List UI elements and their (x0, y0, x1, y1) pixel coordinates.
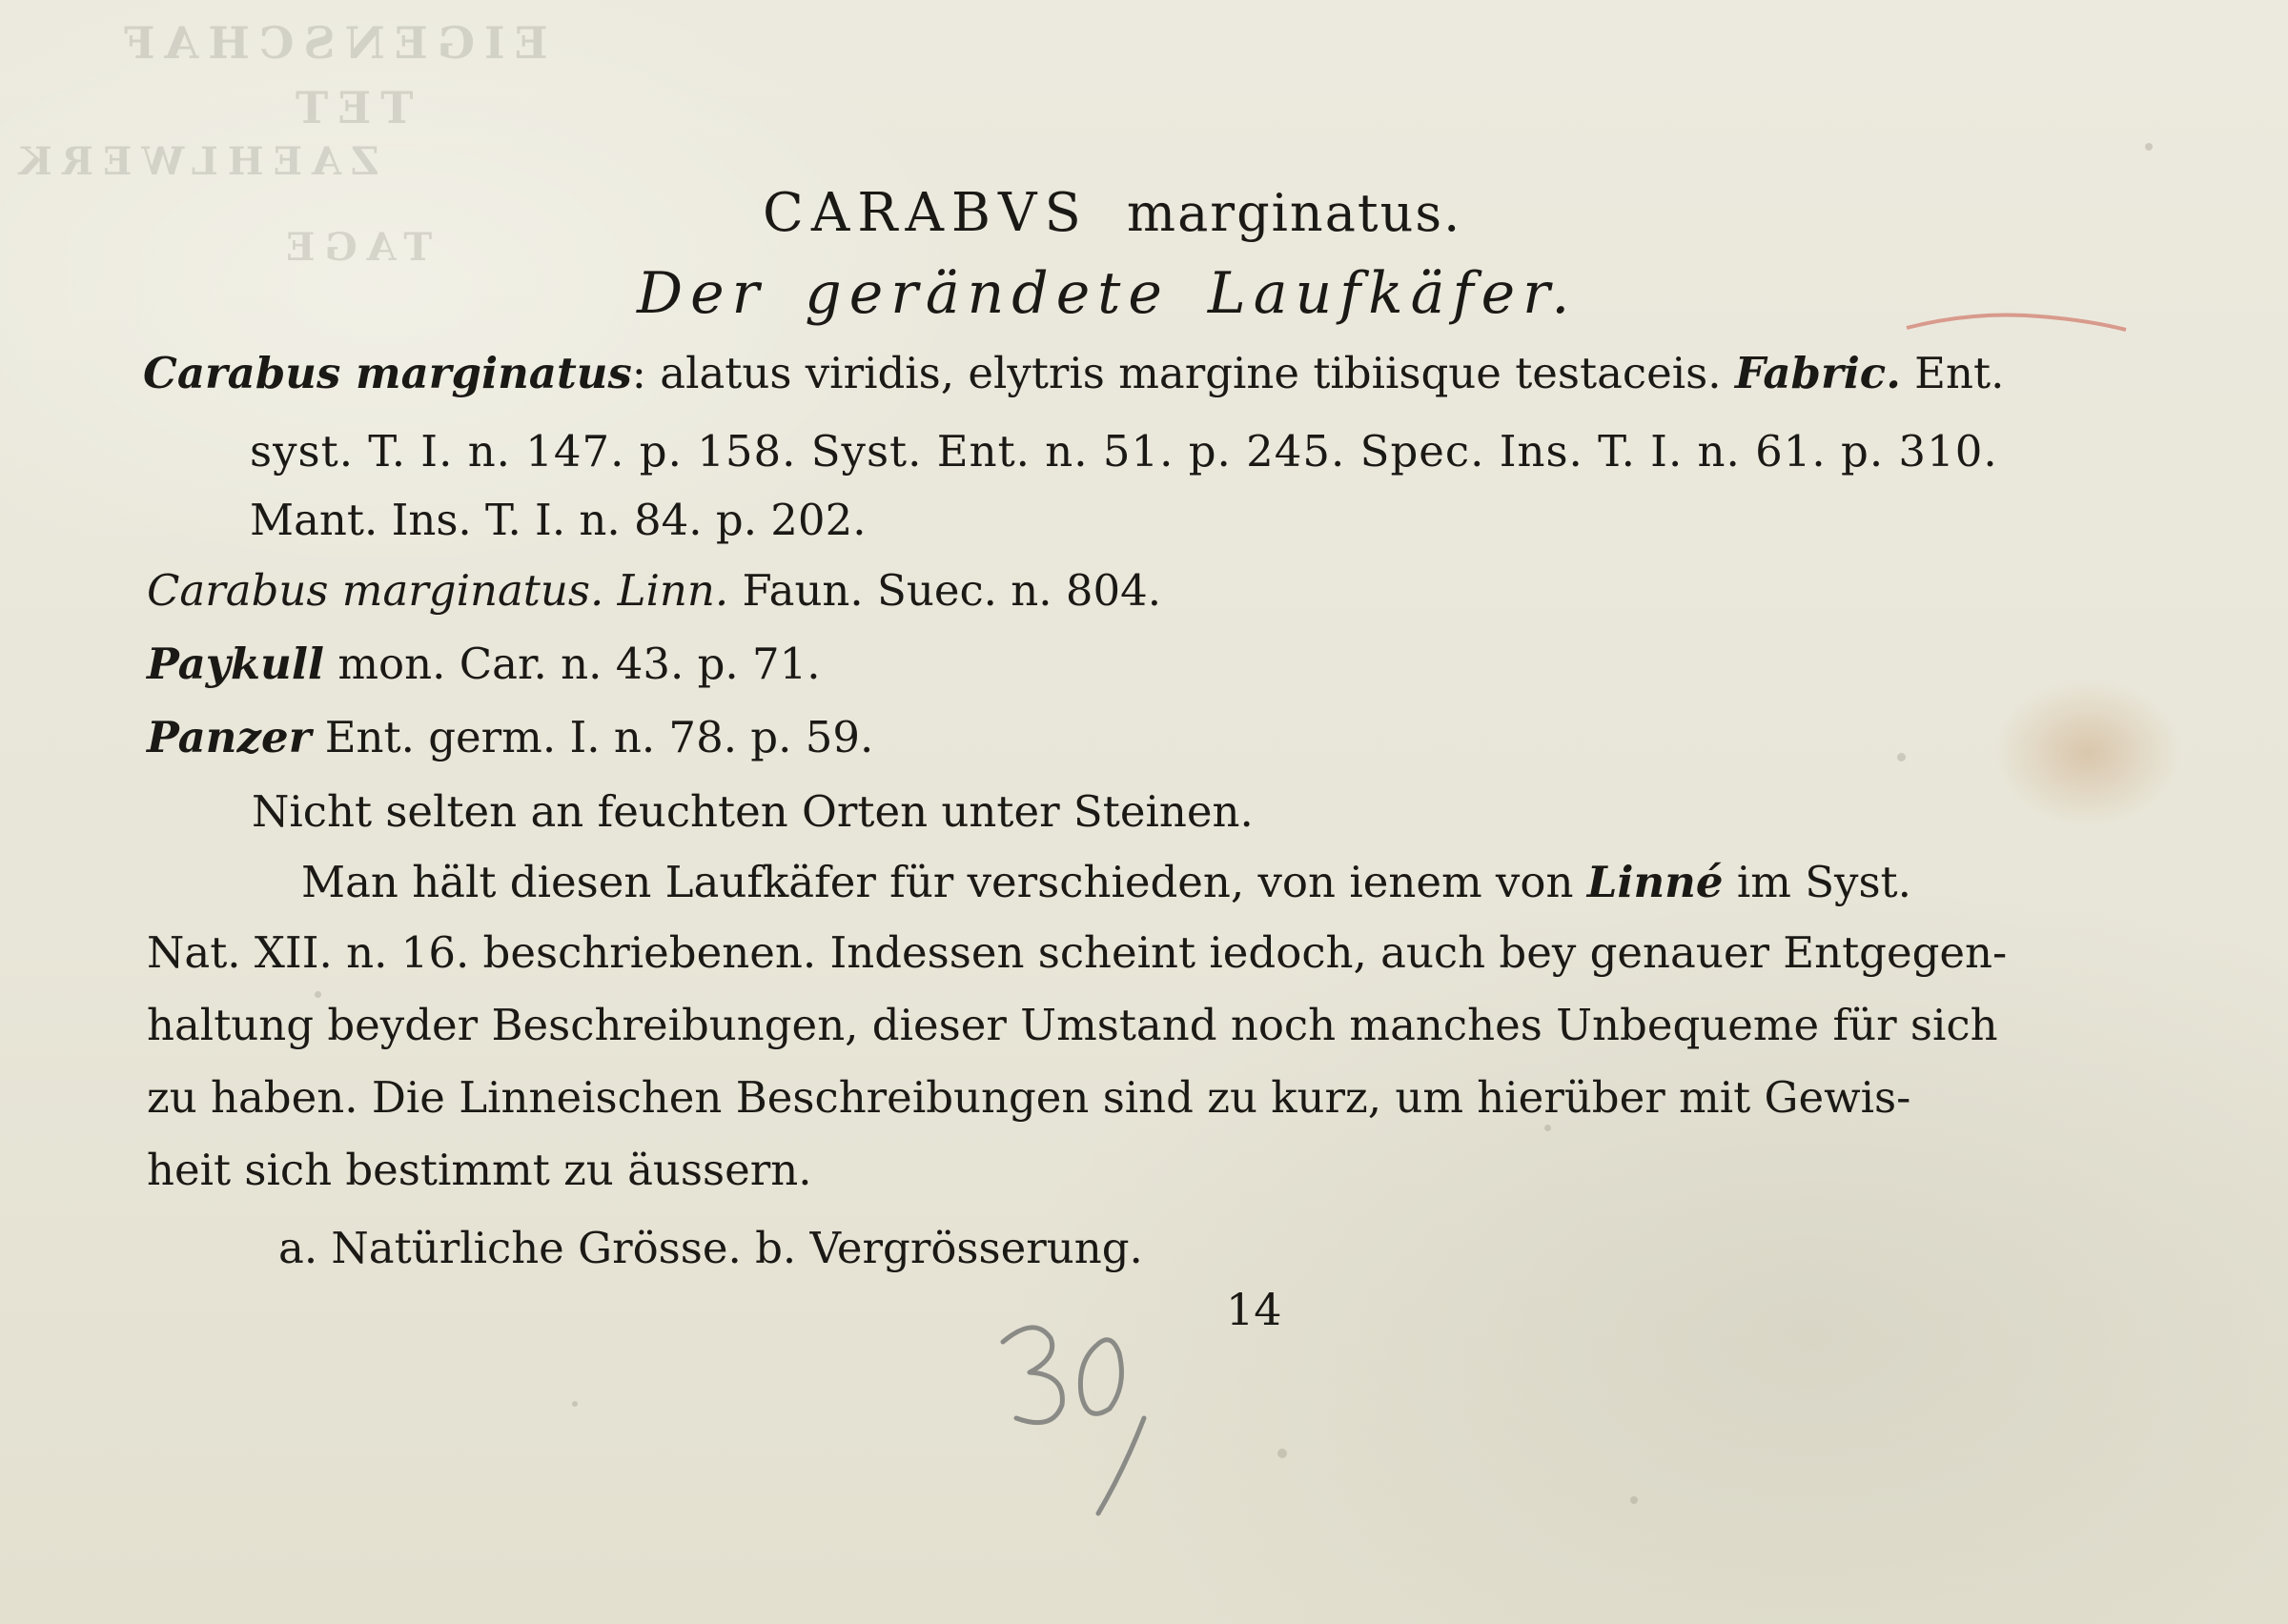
paper-speck (1277, 1449, 1287, 1458)
paper-speck (1630, 1496, 1638, 1504)
show-through-text: TET (286, 82, 414, 133)
text-segment: Faun. Suec. n. 804. (728, 565, 1162, 616)
text-segment: zu haben. Die Linneischen Beschreibungen sind zu kurz, um hierüber mit Gewis- (147, 1072, 1911, 1123)
show-through-text: TAGE (276, 225, 433, 270)
text-line (147, 924, 2007, 982)
text-segment: Nicht selten an feuchten Orten unter Steinen. (252, 786, 1254, 837)
text-line (147, 1069, 1910, 1127)
text-segment: Carabus marginatus. (147, 565, 604, 616)
text-segment: a. Natürliche Grösse. b. Vergrösserung. (278, 1223, 1143, 1273)
text-line (252, 783, 1254, 841)
text-line (250, 492, 867, 549)
text-segment: Panzer (147, 712, 312, 762)
text-segment: Paykull (147, 639, 325, 689)
subtitle-word: gerändete (805, 260, 1170, 327)
subtitle-word: Laufkäfer. (1207, 260, 1578, 327)
species-epithet: marginatus. (1126, 183, 1462, 243)
subtitle-word: Der (637, 260, 767, 327)
text-segment: Man hält diesen Laufkäfer für verschieden, von ienem von (301, 857, 1587, 907)
text-line (147, 562, 1161, 619)
text-segment: Linné (1586, 857, 1724, 907)
text-segment: heit sich bestimmt zu äussern. (147, 1145, 812, 1195)
text-line (147, 709, 873, 766)
german-common-name (637, 257, 1577, 330)
text-segment: Mant. Ins. T. I. n. 84. p. 202. (250, 495, 867, 545)
text-segment (603, 565, 617, 616)
text-line (301, 854, 1911, 911)
text-segment: Linn. (617, 565, 729, 616)
text-line (278, 1220, 1143, 1277)
paper-speck (2145, 143, 2153, 151)
text-line (147, 636, 821, 693)
text-line (147, 1142, 812, 1199)
text-segment: Ent. (1900, 348, 2005, 398)
red-ink-mark (1897, 305, 2135, 343)
paper-speck (1897, 753, 1906, 761)
paper-speck (572, 1401, 578, 1407)
text-segment: Ent. germ. I. n. 78. p. 59. (311, 712, 874, 762)
text-segment: Nat. XII. n. 16. beschriebenen. Indessen scheint iedoch, auch bey genauer Entgegen- (147, 927, 2008, 978)
text-segment: haltung beyder Beschreibungen, dieser Umstand noch manches Unbequeme für sich (147, 1000, 1998, 1050)
text-segment: : alatus viridis, elytris margine tibiisque testaceis. (631, 348, 1735, 398)
text-line (250, 423, 1998, 480)
text-segment: mon. Car. n. 43. p. 71. (324, 639, 821, 689)
text-segment: syst. T. I. n. 147. p. 158. Syst. Ent. n. 51. p. 245. Spec. Ins. T. I. n. 61. p. 310. (250, 426, 1998, 477)
text-line (147, 997, 1998, 1054)
show-through-text: ZAEHLWERK (10, 139, 379, 184)
text-line (143, 345, 2004, 402)
text-segment: im Syst. (1723, 857, 1911, 907)
text-segment: Carabus marginatus (143, 348, 632, 398)
text-segment: Fabric. (1734, 348, 1901, 398)
species-title (763, 179, 1461, 248)
page-number: 14 (1226, 1284, 1282, 1335)
genus-name: CARABVS (763, 182, 1089, 244)
show-through-text: EIGENSCHAF (114, 17, 548, 69)
